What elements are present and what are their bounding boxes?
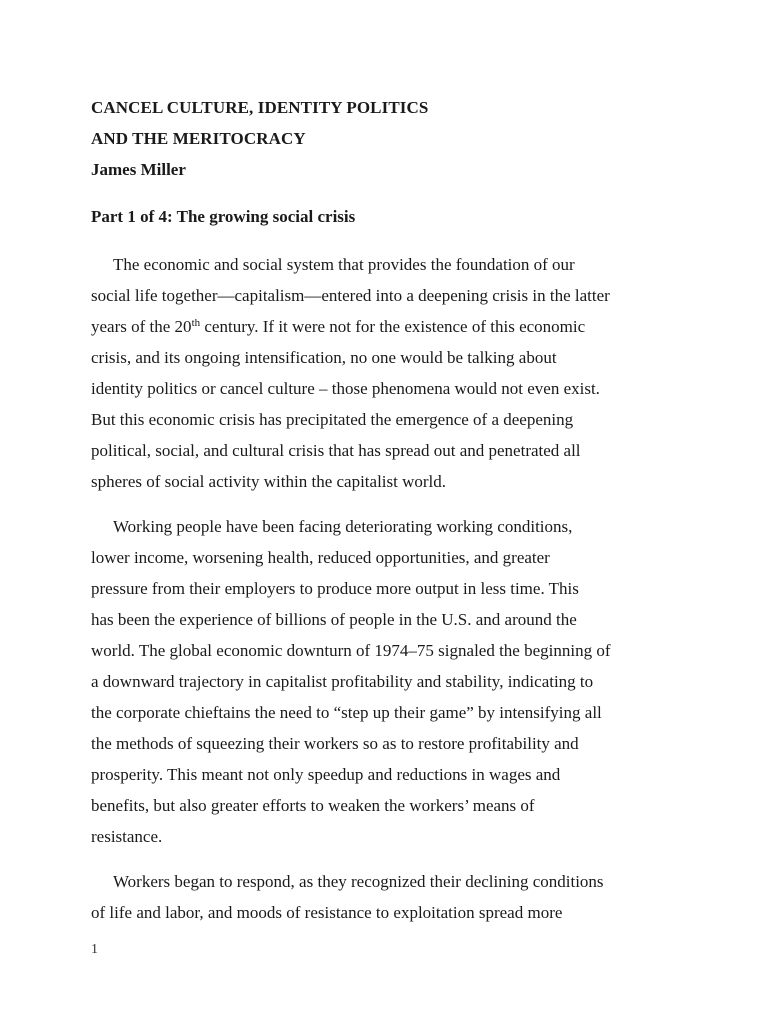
paragraph-line: world. The global economic downturn of 1974–75 signaled the beginning of (91, 641, 611, 660)
paragraph-line: identity politics or cancel culture – those phenomena would not even exist. (91, 379, 600, 398)
page-number: 1 (91, 942, 98, 957)
body-paragraph-2 (91, 511, 676, 852)
paragraph-line: Workers began to respond, as they recognized their declining conditions (113, 872, 604, 891)
ordinal-superscript: th (191, 317, 201, 329)
document-author: James Miller (91, 160, 186, 179)
paragraph-line: the methods of squeezing their workers so as to restore profitability and (91, 734, 579, 753)
paragraph-line: spheres of social activity within the capitalist world. (91, 472, 447, 491)
body-paragraph-1 (91, 249, 676, 497)
paragraph-line: crisis, and its ongoing intensification, no one would be talking about (91, 348, 557, 367)
document-title-line-1: CANCEL CULTURE, IDENTITY POLITICS (91, 98, 429, 117)
line-text-after: century. If it were not for the existence of this economic (200, 317, 586, 336)
paragraph-line: of life and labor, and moods of resistance to exploitation spread more (91, 903, 563, 922)
part-heading: Part 1 of 4: The growing social crisis (91, 207, 356, 226)
body-paragraph-3 (91, 866, 676, 928)
paragraph-line: resistance. (91, 827, 163, 846)
paragraph-line: Working people have been facing deteriorating working conditions, (113, 517, 573, 536)
document-title-line-2: AND THE MERITOCRACY (91, 129, 306, 148)
paragraph-line: the corporate chieftains the need to “step up their game” by intensifying all (91, 703, 602, 722)
paragraph-line-with-superscript (91, 311, 676, 342)
paragraph-line: lower income, worsening health, reduced opportunities, and greater (91, 548, 550, 567)
paragraph-line: But this economic crisis has precipitated the emergence of a deepening (91, 410, 574, 429)
line-text-before: years of the 20 (91, 317, 192, 336)
paragraph-line: social life together—capitalism—entered into a deepening crisis in the latter (91, 286, 610, 305)
paragraph-line: pressure from their employers to produce more output in less time. This (91, 579, 579, 598)
paragraph-line: benefits, but also greater efforts to weaken the workers’ means of (91, 796, 535, 815)
paragraph-line: political, social, and cultural crisis that has spread out and penetrated all (91, 441, 581, 460)
paragraph-line: has been the experience of billions of people in the U.S. and around the (91, 610, 577, 629)
paragraph-line: a downward trajectory in capitalist profitability and stability, indicating to (91, 672, 594, 691)
paragraph-line: The economic and social system that provides the foundation of our (113, 255, 575, 274)
paragraph-line: prosperity. This meant not only speedup and reductions in wages and (91, 765, 561, 784)
